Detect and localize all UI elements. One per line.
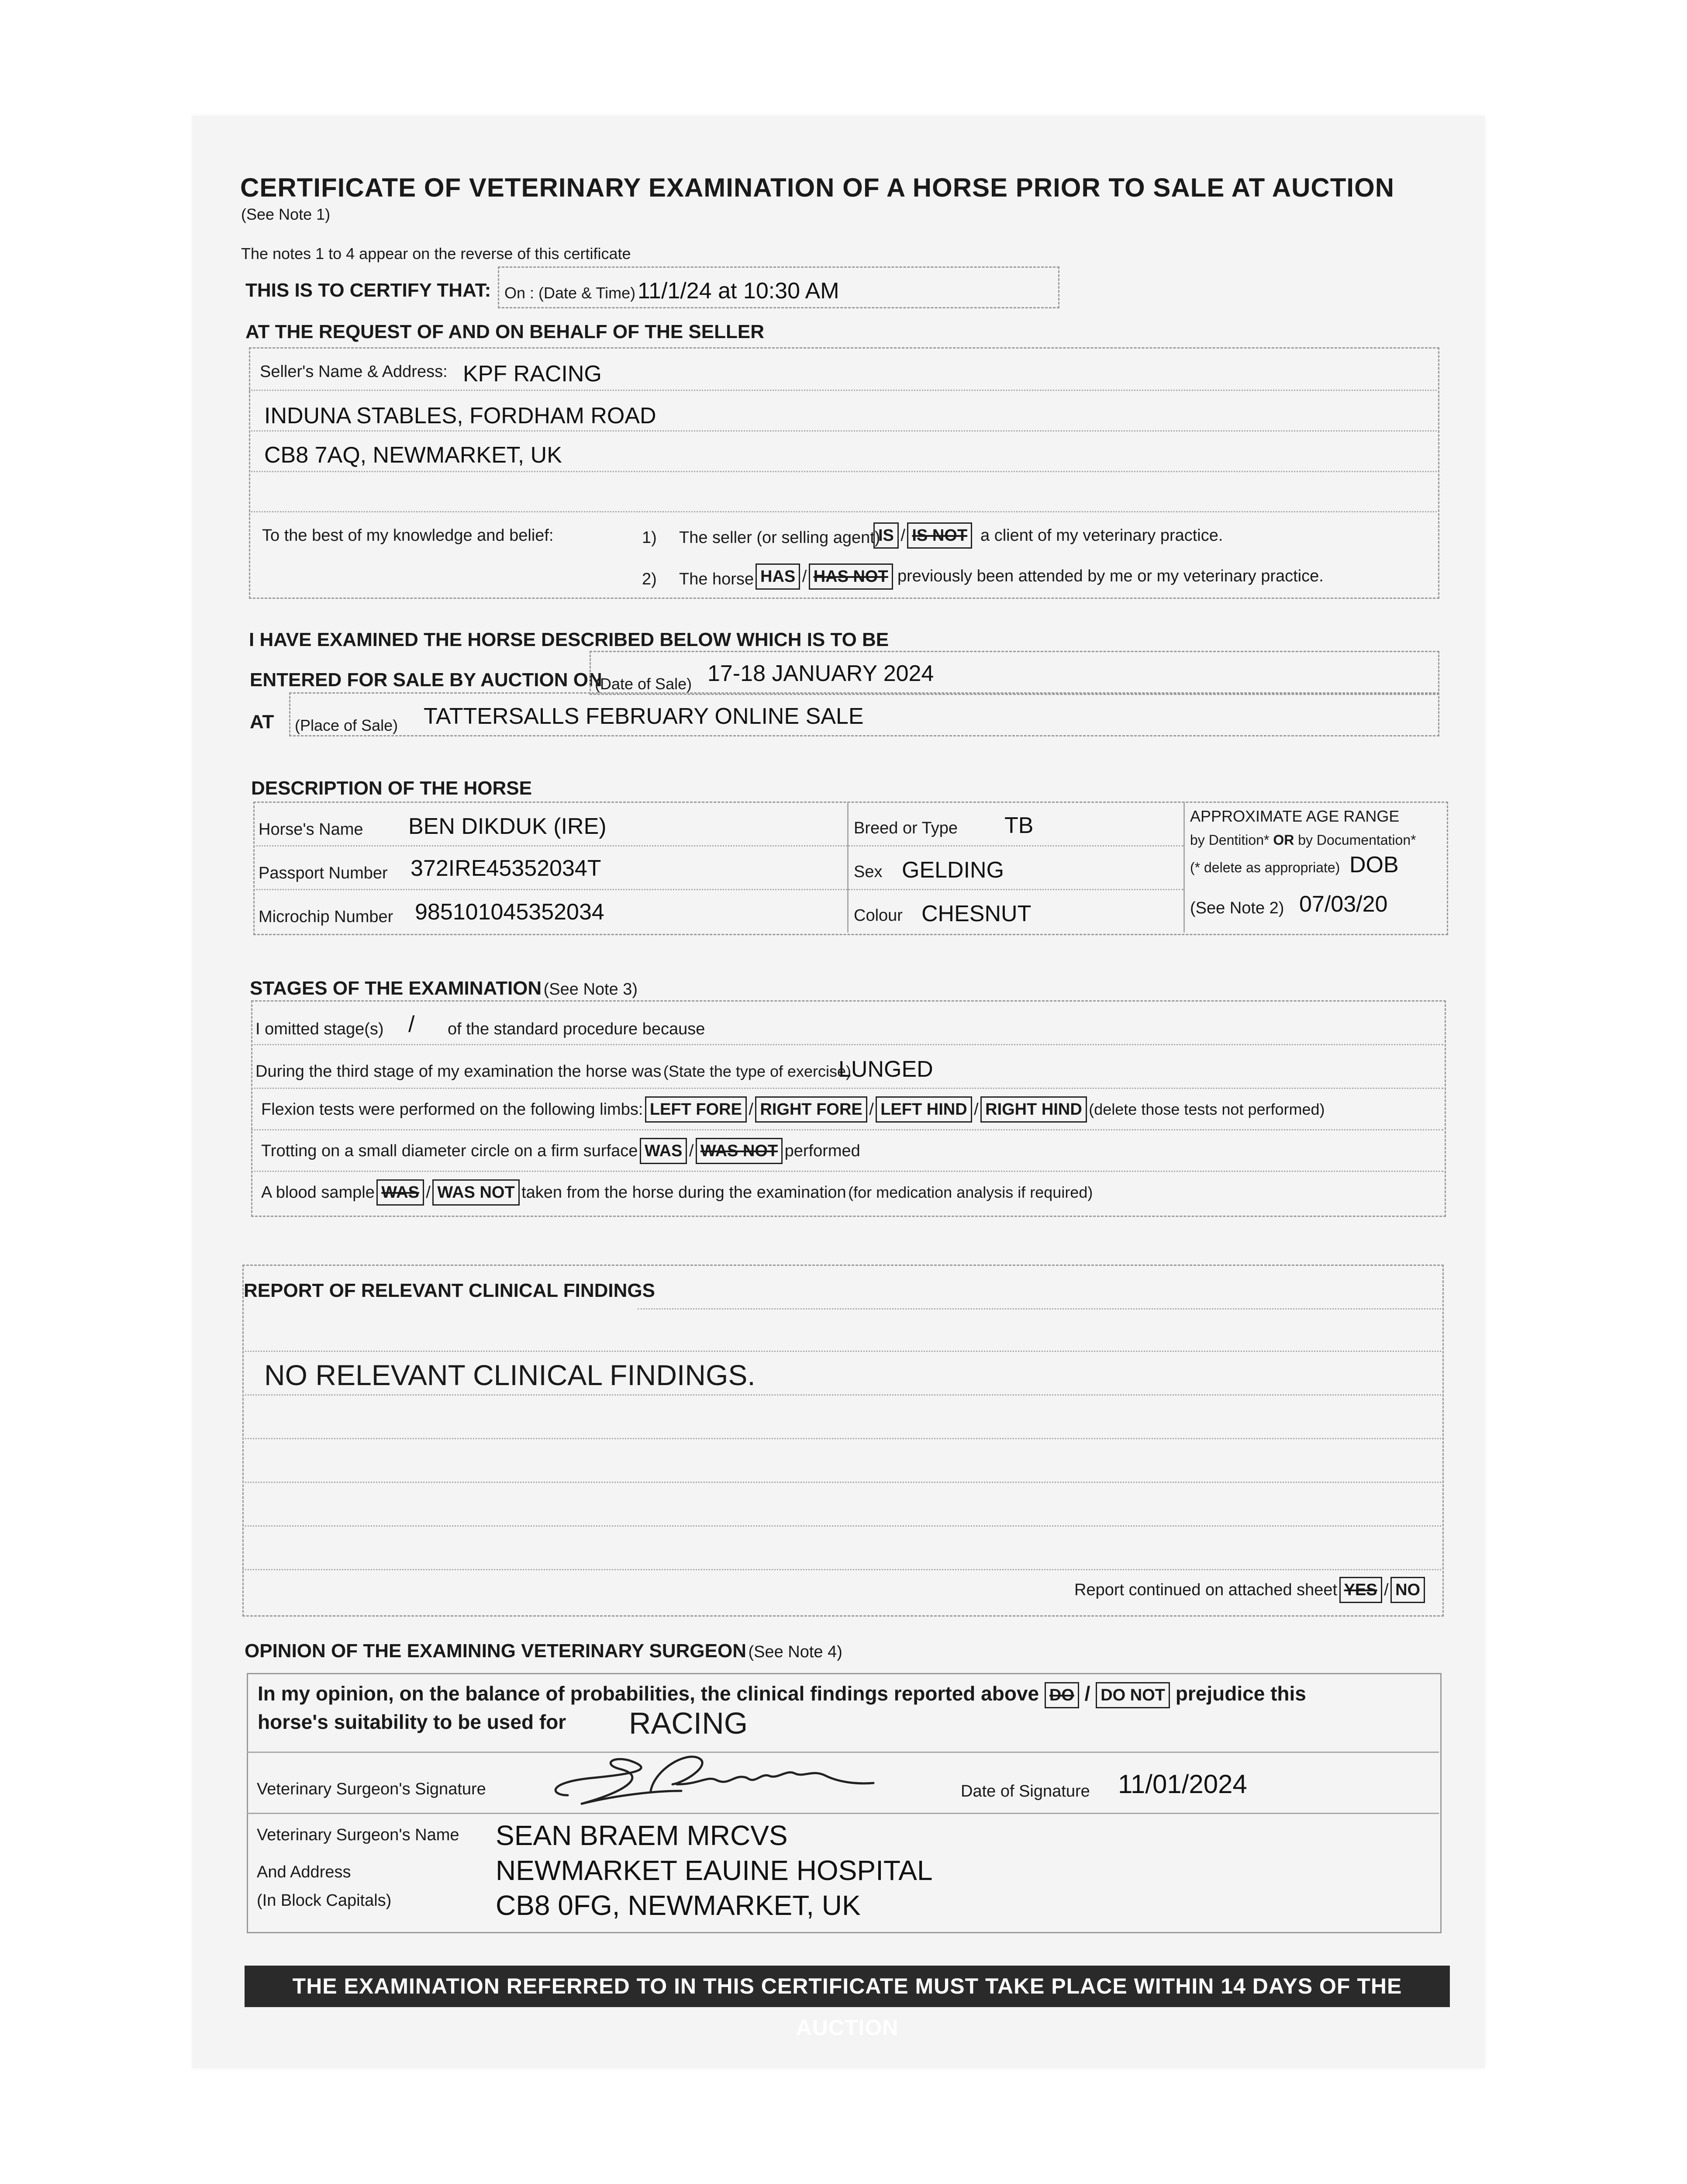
sale-date-value: 17-18 JANUARY 2024 xyxy=(707,661,934,686)
breed-value: TB xyxy=(1004,813,1034,838)
entered-label: ENTERED FOR SALE BY AUCTION ON xyxy=(250,669,602,691)
vet-address-line2: CB8 0FG, NEWMARKET, UK xyxy=(496,1890,861,1921)
vet-caps-label: (In Block Capitals) xyxy=(257,1891,392,1910)
blood-small: (for medication analysis if required) xyxy=(848,1183,1093,1201)
at-label: AT xyxy=(250,711,274,733)
age-documentation: by Documentation* xyxy=(1298,832,1416,848)
flexion-right-hind: RIGHT HIND xyxy=(980,1096,1087,1123)
passport-label: Passport Number xyxy=(259,864,388,882)
item1-opt-is-not: IS NOT xyxy=(907,522,972,549)
report-line-2 xyxy=(242,1394,1441,1396)
see-note-1: (See Note 1) xyxy=(241,205,331,223)
horse-col-divider-1 xyxy=(847,802,849,933)
passport-value: 372IRE45352034T xyxy=(411,856,601,881)
signature-date-label: Date of Signature xyxy=(961,1782,1090,1800)
stages-section-note: (See Note 3) xyxy=(543,980,638,999)
notes-line: The notes 1 to 4 appear on the reverse of this certificate xyxy=(241,245,631,263)
seller-divider-2 xyxy=(249,430,1437,432)
opinion-divider-2 xyxy=(247,1813,1439,1814)
flexion-label: Flexion tests were performed on the following limbs: xyxy=(261,1100,643,1119)
seller-divider-4 xyxy=(249,511,1437,512)
seller-address-line2: CB8 7AQ, NEWMARKET, UK xyxy=(264,442,562,468)
item2-sep: / xyxy=(802,567,807,586)
trotting-sep: / xyxy=(689,1142,694,1160)
report-box xyxy=(242,1265,1444,1617)
age-title: APPROXIMATE AGE RANGE xyxy=(1190,807,1400,825)
colour-value: CHESNUT xyxy=(921,901,1032,926)
age-dentition: by Dentition* xyxy=(1190,832,1270,848)
item2-tail: previously been attended by me or my veterinary practice. xyxy=(897,567,1324,585)
sex-value: GELDING xyxy=(902,857,1004,883)
opinion-header xyxy=(245,1640,842,1662)
request-label: AT THE REQUEST OF AND ON BEHALF OF THE SELLER xyxy=(245,321,764,342)
blood-tail: taken from the horse during the examination xyxy=(521,1183,846,1202)
report-continued-yes: YES xyxy=(1339,1577,1382,1603)
item2-text: The horse xyxy=(679,570,754,588)
sex-label: Sex xyxy=(854,863,883,881)
report-line-4 xyxy=(242,1482,1441,1483)
flexion-sep-2: / xyxy=(869,1100,874,1119)
horse-row-divider-1 xyxy=(253,845,1183,847)
item1-number: 1) xyxy=(642,529,657,547)
item2-opt-has: HAS xyxy=(756,563,800,590)
flexion-left-fore: LEFT FORE xyxy=(645,1096,747,1123)
blood-opt-was-not: WAS NOT xyxy=(432,1179,519,1206)
flexion-line xyxy=(261,1096,1325,1123)
flexion-tail: (delete those tests not performed) xyxy=(1089,1100,1325,1118)
certificate-title: CERTIFICATE OF VETERINARY EXAMINATION OF A HORSE PRIOR TO SALE AT AUCTION xyxy=(240,173,1395,202)
sale-date-label: (Date of Sale) xyxy=(595,675,692,693)
seller-divider-3 xyxy=(249,471,1437,472)
age-dob: DOB xyxy=(1349,852,1399,878)
vet-address-label: And Address xyxy=(257,1863,351,1881)
horse-col-divider-2 xyxy=(1183,802,1185,933)
age-or: OR xyxy=(1273,832,1294,848)
item1-options xyxy=(873,522,972,549)
opinion-text-a: In my opinion, on the balance of probabilities, the clinical findings reported above xyxy=(258,1682,1039,1705)
item2-number: 2) xyxy=(642,570,657,588)
report-line-6 xyxy=(242,1569,1441,1570)
item1-tail: a client of my veterinary practice. xyxy=(980,526,1223,545)
vet-address-line1: NEWMARKET EAUINE HOSPITAL xyxy=(496,1855,933,1886)
trotting-tail: performed xyxy=(784,1142,860,1160)
belief-label: To the best of my knowledge and belief: xyxy=(262,526,554,545)
signature-image xyxy=(542,1743,882,1813)
colour-label: Colour xyxy=(854,906,903,925)
report-continued-label: Report continued on attached sheet xyxy=(1074,1581,1338,1599)
vet-name-label: Veterinary Surgeon's Name xyxy=(257,1826,459,1844)
opinion-section-title: OPINION OF THE EXAMINING VETERINARY SURGEON xyxy=(245,1640,747,1662)
age-line2 xyxy=(1190,832,1416,848)
seller-box xyxy=(249,347,1439,599)
seller-address-line1: INDUNA STABLES, FORDHAM ROAD xyxy=(264,403,656,429)
age-value: 07/03/20 xyxy=(1299,892,1388,917)
third-stage-value: LUNGED xyxy=(838,1057,933,1082)
trotting-opt-was-not: WAS NOT xyxy=(696,1138,783,1164)
third-stage-line xyxy=(255,1062,851,1081)
vet-name-value: SEAN BRAEM MRCVS xyxy=(496,1820,788,1851)
report-finding: NO RELEVANT CLINICAL FINDINGS. xyxy=(264,1359,756,1391)
age-see-note: (See Note 2) xyxy=(1190,899,1284,917)
trotting-opt-was: WAS xyxy=(640,1138,687,1164)
report-continued-line xyxy=(1074,1577,1425,1603)
horse-name-label: Horse's Name xyxy=(259,820,363,839)
flexion-sep-3: / xyxy=(974,1100,979,1119)
sale-place-label: (Place of Sale) xyxy=(295,716,398,734)
footer-warning-bar: THE EXAMINATION REFERRED TO IN THIS CERTIFICATE MUST TAKE PLACE WITHIN 14 DAYS OF THE AUCTION xyxy=(245,1966,1450,2007)
opinion-section-note: (See Note 4) xyxy=(748,1643,842,1661)
microchip-label: Microchip Number xyxy=(259,908,393,926)
opinion-opt-do-not: DO NOT xyxy=(1096,1682,1170,1708)
age-delete-note: (* delete as appropriate) xyxy=(1190,860,1340,875)
report-line-0 xyxy=(638,1308,1441,1310)
stages-divider-2 xyxy=(251,1088,1443,1089)
opinion-use-value: RACING xyxy=(629,1706,748,1740)
stages-divider-4 xyxy=(251,1171,1443,1172)
blood-opt-was: WAS xyxy=(376,1179,424,1206)
seller-divider-1 xyxy=(249,390,1437,391)
flexion-right-fore: RIGHT FORE xyxy=(755,1096,867,1123)
report-section-title: REPORT OF RELEVANT CLINICAL FINDINGS xyxy=(244,1280,664,1302)
third-stage-label: During the third stage of my examination the horse was xyxy=(255,1062,662,1081)
item2-options xyxy=(756,563,893,590)
certify-label: THIS IS TO CERTIFY THAT: xyxy=(245,280,491,301)
item2-opt-has-not: HAS NOT xyxy=(809,563,893,590)
blood-line xyxy=(261,1179,1093,1206)
sale-place-value: TATTERSALLS FEBRUARY ONLINE SALE xyxy=(424,704,864,729)
signature-label: Veterinary Surgeon's Signature xyxy=(257,1780,486,1798)
horse-row-divider-2 xyxy=(253,889,1183,890)
stages-divider-1 xyxy=(251,1044,1443,1045)
report-continued-sep: / xyxy=(1384,1581,1389,1599)
item1-sep: / xyxy=(900,526,905,545)
stages-section-title: STAGES OF THE EXAMINATION xyxy=(250,978,542,999)
horse-section-title: DESCRIPTION OF THE HORSE xyxy=(251,778,532,799)
report-line-3 xyxy=(242,1438,1441,1439)
omitted-label: I omitted stage(s) xyxy=(255,1020,384,1038)
item1-opt-is: IS xyxy=(873,522,899,549)
stages-header xyxy=(250,978,638,999)
breed-label: Breed or Type xyxy=(854,819,958,837)
report-continued-no: NO xyxy=(1390,1577,1425,1603)
exam-date-value: 11/1/24 at 10:30 AM xyxy=(638,278,839,304)
item1-text: The seller (or selling agent) xyxy=(679,529,880,547)
examined-label: I HAVE EXAMINED THE HORSE DESCRIBED BELOW WHICH IS TO BE xyxy=(249,629,889,650)
blood-label: A blood sample xyxy=(261,1183,375,1202)
trotting-line xyxy=(261,1138,860,1164)
seller-name-label: Seller's Name & Address: xyxy=(260,363,448,381)
report-line-5 xyxy=(242,1525,1441,1527)
omitted-value: / xyxy=(408,1012,415,1037)
trotting-label: Trotting on a small diameter circle on a firm surface xyxy=(261,1142,638,1160)
opinion-sep: / xyxy=(1084,1682,1090,1705)
microchip-value: 985101045352034 xyxy=(415,899,604,925)
stages-divider-3 xyxy=(251,1129,1443,1130)
signature-date-value: 11/01/2024 xyxy=(1118,1769,1247,1799)
blood-sep: / xyxy=(426,1183,431,1202)
opinion-opt-do: DO xyxy=(1045,1682,1079,1708)
report-line-1 xyxy=(242,1351,1441,1352)
seller-name-value: KPF RACING xyxy=(463,361,602,387)
flexion-left-hind: LEFT HIND xyxy=(876,1096,972,1123)
opinion-text-c: horse's suitability to be used for xyxy=(258,1711,566,1733)
opinion-line-1 xyxy=(258,1682,1306,1708)
omitted-tail: of the standard procedure because xyxy=(448,1020,705,1038)
on-date-label: On : (Date & Time) xyxy=(504,284,636,302)
third-stage-small: (State the type of exercise) xyxy=(663,1062,852,1080)
flexion-sep-1: / xyxy=(749,1100,753,1119)
horse-name-value: BEN DIKDUK (IRE) xyxy=(408,814,607,839)
opinion-text-b: prejudice this xyxy=(1175,1682,1306,1705)
